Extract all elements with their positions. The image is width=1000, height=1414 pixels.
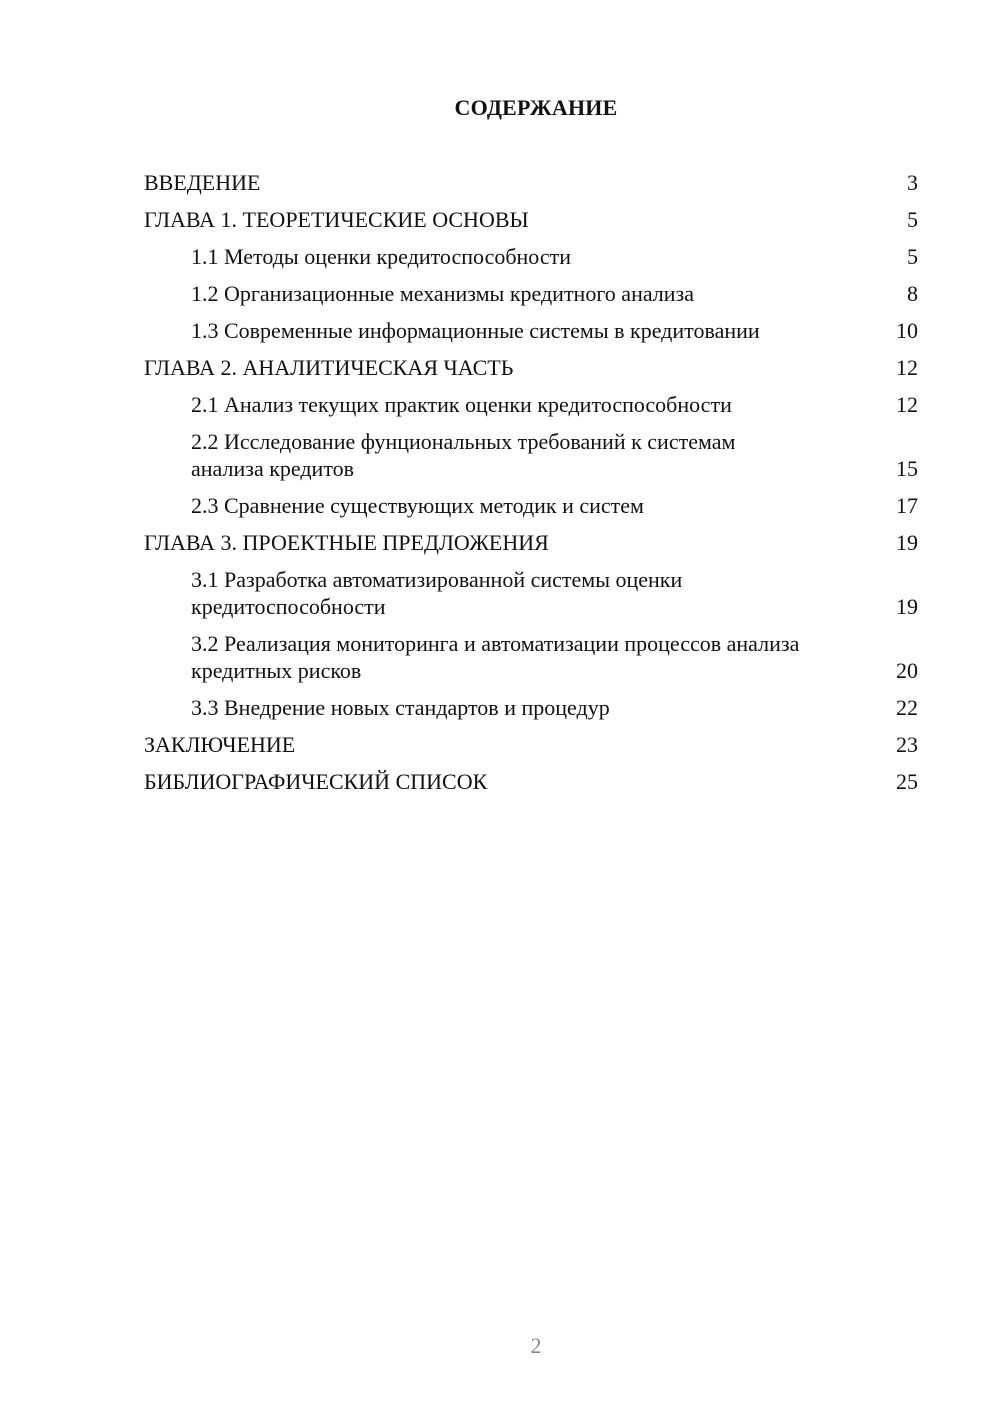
toc-entry-page: 12 [896,392,918,417]
toc-entry-text: 2.3 Сравнение существующих методик и систем [191,493,644,518]
toc-entry-text: ГЛАВА 2. АНАЛИТИЧЕСКАЯ ЧАСТЬ [144,355,514,380]
toc-entry-page: 22 [896,695,918,720]
toc-entry-section-1-3[interactable] [144,317,918,344]
toc-entry-page: 25 [896,769,918,794]
toc-entry-page: 19 [896,530,918,555]
toc-entry-chapter-1[interactable] [144,206,918,233]
toc-entry-section-3-1[interactable] [144,566,918,620]
toc-entry-bibliography[interactable] [144,768,918,795]
toc-entry-section-1-2[interactable] [144,280,918,307]
toc-entry-section-3-3[interactable] [144,694,918,721]
toc-entry-page: 20 [896,658,918,683]
table-of-contents [144,169,918,805]
toc-entry-page: 5 [907,244,918,269]
toc-entry-text: ГЛАВА 3. ПРОЕКТНЫЕ ПРЕДЛОЖЕНИЯ [144,530,549,555]
toc-entry-page: 15 [896,456,918,481]
toc-entry-section-2-1[interactable] [144,391,918,418]
toc-entry-page: 12 [896,355,918,380]
toc-entry-page: 5 [907,207,918,232]
toc-entry-section-1-1[interactable] [144,243,918,270]
toc-entry-text: 1.3 Современные информационные системы в кредитовании [191,318,760,343]
toc-entry-text: 1.2 Организационные механизмы кредитного анализа [191,281,695,306]
toc-entry-text: 2.2 Исследование фунциональных требований к системам анализа кредитов [191,429,736,481]
toc-entry-text: ГЛАВА 1. ТЕОРЕТИЧЕСКИЕ ОСНОВЫ [144,207,529,232]
toc-entry-page: 19 [896,594,918,619]
toc-entry-text: БИБЛИОГРАФИЧЕСКИЙ СПИСОК [144,769,488,794]
toc-entry-introduction[interactable] [144,169,918,196]
toc-entry-section-2-2[interactable] [144,428,918,482]
toc-entry-text: 2.1 Анализ текущих практик оценки кредитоспособности [191,392,732,417]
toc-entry-page: 23 [896,732,918,757]
page-number: 2 [530,1333,542,1358]
toc-entry-text: 3.3 Внедрение новых стандартов и процедур [191,695,610,720]
toc-entry-page: 17 [896,493,918,518]
toc-entry-text: 3.1 Разработка автоматизированной системы оценки кредитоспособности [191,567,683,619]
toc-entry-page: 3 [907,170,918,195]
toc-entry-section-2-3[interactable] [144,492,918,519]
toc-entry-chapter-3[interactable] [144,529,918,556]
toc-entry-page: 10 [896,318,918,343]
toc-entry-conclusion[interactable] [144,731,918,758]
toc-entry-chapter-2[interactable] [144,354,918,381]
toc-entry-text: ЗАКЛЮЧЕНИЕ [144,732,296,757]
toc-entry-text: ВВЕДЕНИЕ [144,170,261,195]
toc-entry-text: 1.1 Методы оценки кредитоспособности [191,244,571,269]
page-title: СОДЕРЖАНИЕ [454,95,618,120]
toc-entry-page: 8 [907,281,918,306]
toc-entry-text: 3.2 Реализация мониторинга и автоматизации процессов анализа кредитных рисков [191,631,800,683]
toc-entry-section-3-2[interactable] [144,630,918,684]
